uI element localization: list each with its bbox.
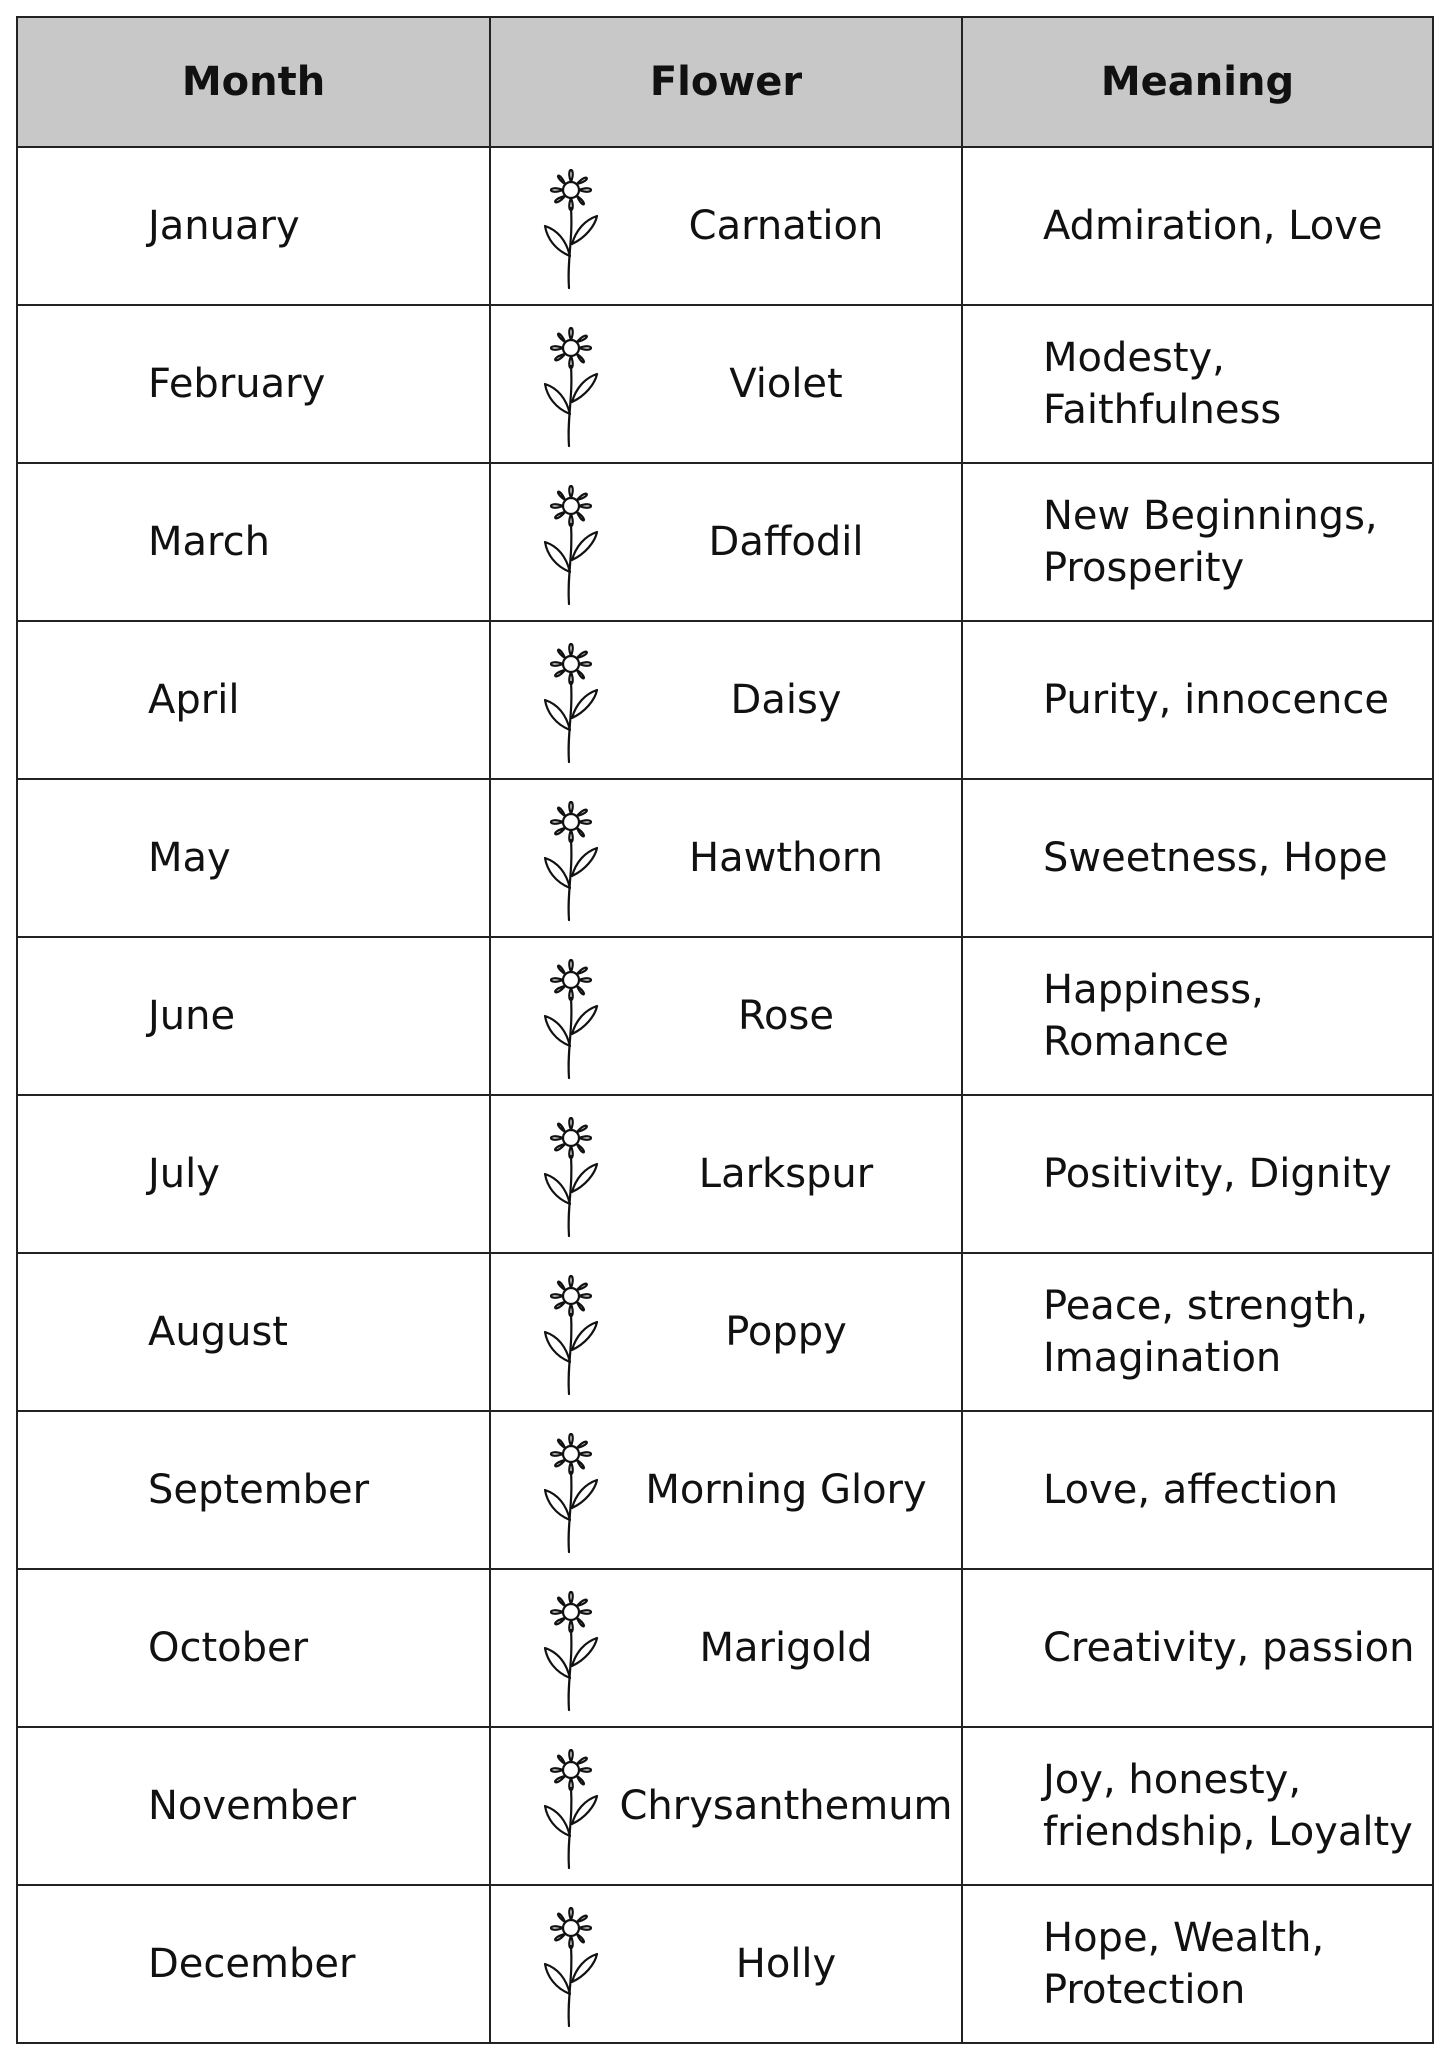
table-row: [17, 463, 1433, 621]
table-row: [17, 1569, 1433, 1727]
flower-cell: [490, 1095, 962, 1253]
month-cell: May: [17, 779, 490, 937]
month-cell: August: [17, 1253, 490, 1411]
table-row: [17, 305, 1433, 463]
flower-cell: [490, 147, 962, 305]
month-cell: January: [17, 147, 490, 305]
flower-name: Morning Glory: [645, 1467, 927, 1513]
flower-cell: [490, 463, 962, 621]
table-row: [17, 1885, 1433, 2043]
flower-name: Hawthorn: [689, 835, 883, 881]
meaning-cell: Positivity, Dignity: [962, 1095, 1433, 1253]
flower-cell: [490, 937, 962, 1095]
month-cell: April: [17, 621, 490, 779]
flower-name: Daisy: [730, 677, 842, 723]
column-header-meaning: Meaning: [962, 17, 1433, 147]
flower-name: Poppy: [725, 1309, 847, 1355]
meaning-cell: Creativity, passion: [962, 1569, 1433, 1727]
flower-name: Daffodil: [708, 519, 864, 565]
birth-flower-table: [16, 16, 1434, 2044]
table-row: [17, 937, 1433, 1095]
month-cell: November: [17, 1727, 490, 1885]
table-body: [17, 147, 1433, 2043]
flower-name: Violet: [729, 361, 843, 407]
table-row: [17, 779, 1433, 937]
flower-cell: [490, 1727, 962, 1885]
meaning-cell: Love, affection: [962, 1411, 1433, 1569]
meaning-cell: Joy, honesty, friendship, Loyalty: [962, 1727, 1433, 1885]
table-row: [17, 1727, 1433, 1885]
table-row: [17, 1411, 1433, 1569]
meaning-cell: Admiration, Love: [962, 147, 1433, 305]
flower-cell: [490, 1411, 962, 1569]
flower-name: Larkspur: [698, 1151, 874, 1197]
flower-name: Marigold: [699, 1625, 873, 1671]
table-row: [17, 1253, 1433, 1411]
month-cell: March: [17, 463, 490, 621]
flower-cell: [490, 305, 962, 463]
meaning-cell: Happiness, Romance: [962, 937, 1433, 1095]
meaning-cell: Hope, Wealth, Protection: [962, 1885, 1433, 2043]
meaning-cell: New Beginnings, Prosperity: [962, 463, 1433, 621]
month-cell: February: [17, 305, 490, 463]
header-row: [17, 17, 1433, 147]
flower-cell: [490, 1253, 962, 1411]
month-cell: June: [17, 937, 490, 1095]
table-row: [17, 1095, 1433, 1253]
flower-name: Chrysanthemum: [619, 1783, 953, 1829]
meaning-cell: Peace, strength, Imagination: [962, 1253, 1433, 1411]
flower-name: Holly: [735, 1941, 837, 1987]
flower-name: Carnation: [688, 203, 884, 249]
column-header-month: Month: [17, 17, 490, 147]
meaning-cell: Modesty, Faithfulness: [962, 305, 1433, 463]
flower-cell: [490, 1569, 962, 1727]
table-row: [17, 147, 1433, 305]
table-header: [17, 17, 1433, 147]
month-cell: July: [17, 1095, 490, 1253]
month-cell: December: [17, 1885, 490, 2043]
flower-cell: [490, 621, 962, 779]
meaning-cell: Purity, innocence: [962, 621, 1433, 779]
flower-cell: [490, 1885, 962, 2043]
month-cell: October: [17, 1569, 490, 1727]
column-header-flower: Flower: [490, 17, 962, 147]
meaning-cell: Sweetness, Hope: [962, 779, 1433, 937]
month-cell: September: [17, 1411, 490, 1569]
flower-name: Rose: [738, 993, 834, 1039]
flower-cell: [490, 779, 962, 937]
table-row: [17, 621, 1433, 779]
